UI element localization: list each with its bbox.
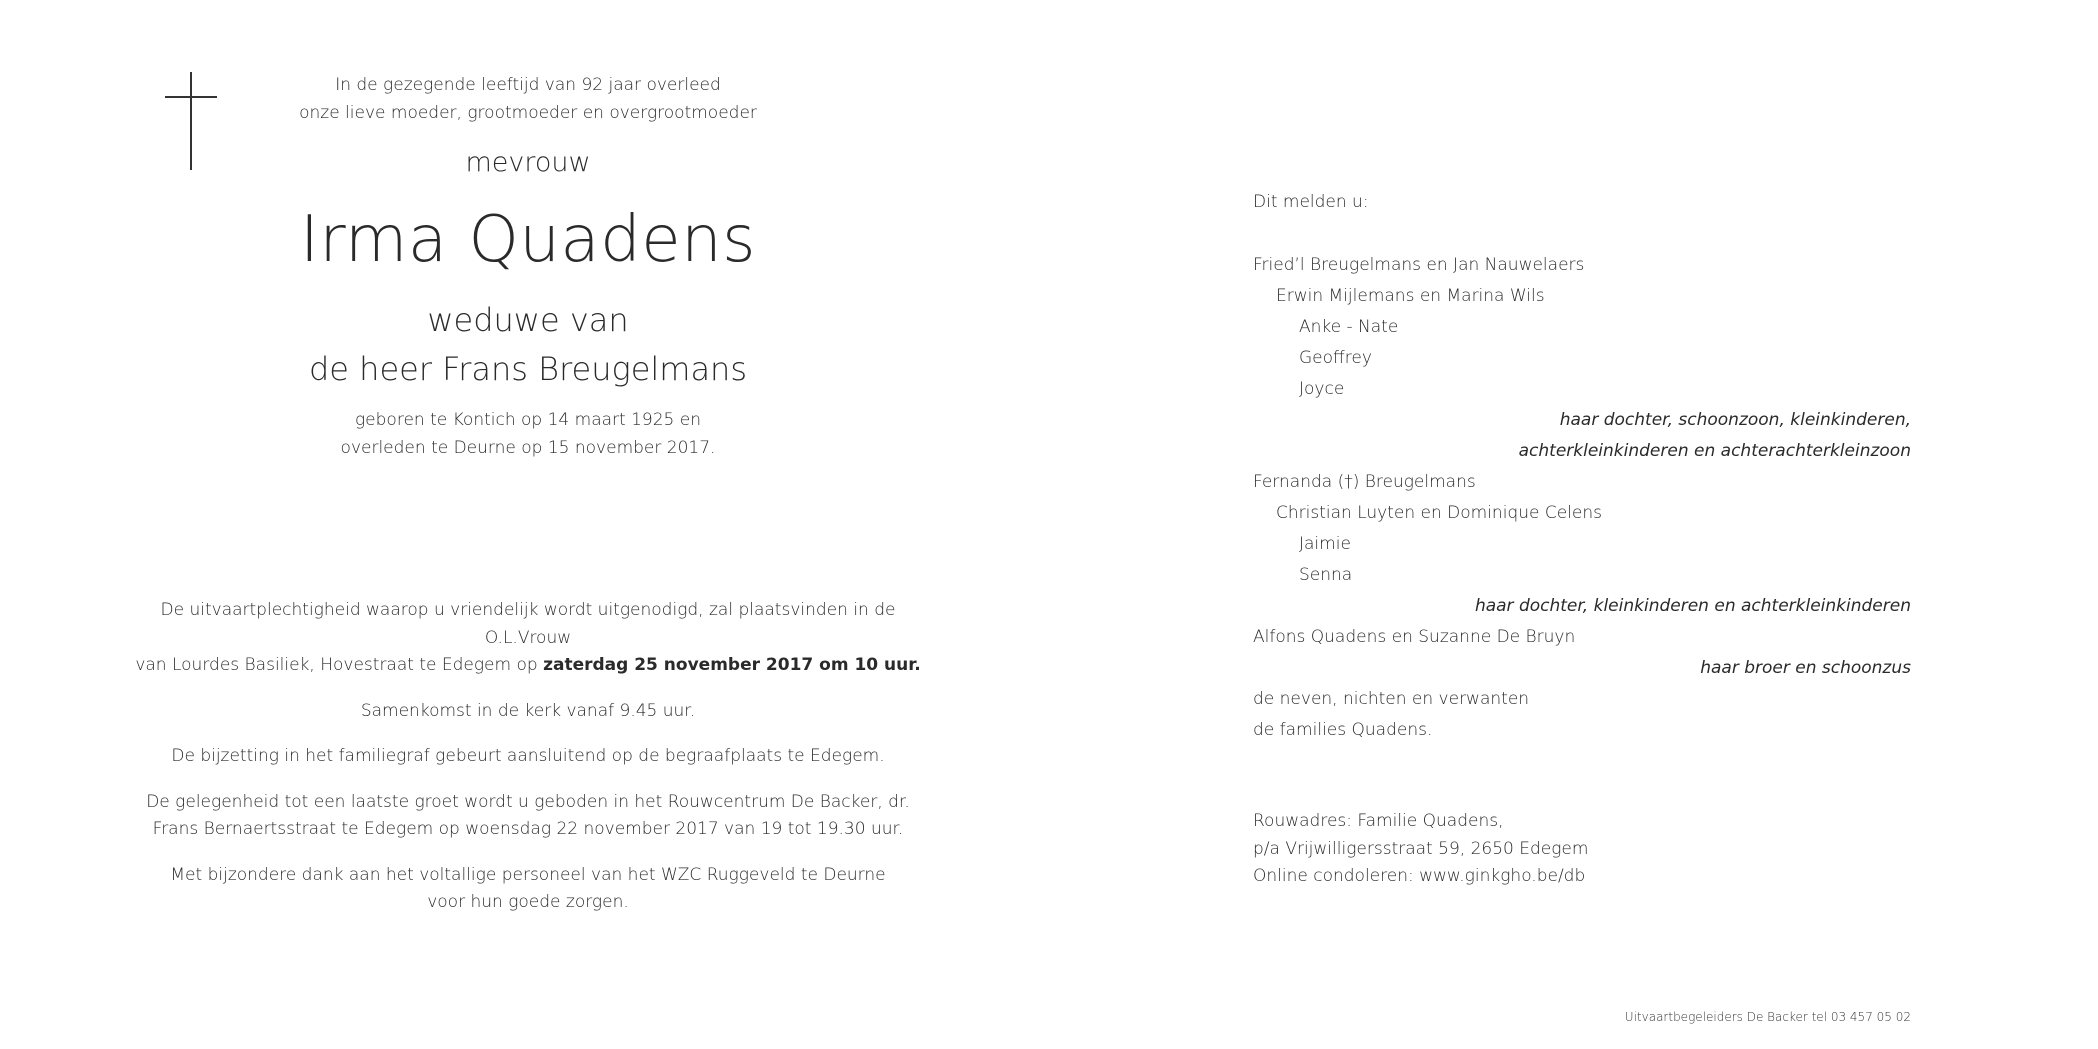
family-member-line: de neven, nichten en verwanten — [1253, 689, 1530, 709]
intro-line-2: onze lieve moeder, grootmoeder en overgrootmoeder — [299, 102, 757, 123]
family-member-line: Geoffrey — [1299, 348, 1372, 368]
widow-line-1: weduwe van — [427, 301, 629, 339]
ceremony-line-2: van Lourdes Basiliek, Hovestraat te Edegem op — [135, 655, 544, 675]
mourning-address — [1253, 808, 1911, 891]
ceremony-date: zaterdag 25 november 2017 om 10 uur. — [543, 655, 921, 675]
farewell-paragraph — [128, 789, 928, 844]
family-member-line: Christian Luyten en Dominique Celens — [1276, 503, 1602, 523]
intro-text — [128, 72, 928, 127]
family-member-line: Senna — [1299, 565, 1353, 585]
farewell-line-2: Frans Bernaertsstraat te Edegem op woensdag 22 november 2017 van 19 tot 19.30 uur. — [152, 819, 904, 839]
thanks-line-2: voor hun goede zorgen. — [427, 892, 629, 912]
widow-of — [128, 296, 928, 394]
family-member-line: Fried’l Breugelmans en Jan Nauwelaers — [1253, 255, 1585, 275]
announce-intro: Dit melden u: — [1253, 192, 1369, 212]
honorific: mevrouw — [465, 147, 591, 178]
ceremony-paragraph — [128, 597, 928, 680]
relationship-line: haar dochter, kleinkinderen en achterkleinkinderen — [1474, 596, 1911, 616]
birth-death-dates — [128, 407, 928, 462]
family-member-line: Anke - Nate — [1299, 317, 1399, 337]
family-list — [1253, 250, 1911, 746]
intro-line-1: In de gezegende leeftijd van 92 jaar overleed — [335, 75, 721, 95]
thanks-line-1: Met bijzondere dank aan het voltallige personeel van het WZC Ruggeveld te Deurne — [170, 864, 886, 885]
family-member-line: de families Quadens. — [1253, 720, 1433, 740]
widow-line-2: de heer Frans Breugelmans — [308, 350, 747, 388]
relationship-line: haar broer en schoonzus — [1700, 658, 1911, 678]
family-member-line: Erwin Mijlemans en Marina Wils — [1276, 286, 1545, 306]
relationship-line: achterkleinkinderen en achterachterkleinzoon — [1518, 441, 1911, 461]
funeral-details — [128, 597, 928, 935]
died-line: overleden te Deurne op 15 november 2017. — [340, 437, 716, 458]
funeral-director-note: Uitvaartbegeleiders De Backer tel 03 457 05 02 — [1624, 1010, 1911, 1024]
family-member-line: Jaimie — [1299, 534, 1351, 554]
farewell-line-1: De gelegenheid tot een laatste groet wordt u geboden in het Rouwcentrum De Backer, dr. — [146, 791, 910, 812]
burial-paragraph: De bijzetting in het familiegraf gebeurt aansluitend op de begraafplaats te Edegem. — [171, 746, 885, 766]
thanks-paragraph — [128, 862, 928, 917]
gathering-paragraph: Samenkomst in de kerk vanaf 9.45 uur. — [360, 700, 696, 721]
ceremony-line-1: De uitvaartplechtigheid waarop u vriendelijk wordt uitgenodigd, zal plaatsvinden in de O.L.Vrouw — [160, 600, 896, 648]
family-member-line: Fernanda (†) Breugelmans — [1253, 472, 1476, 492]
address-line-3: Online condoleren: www.ginkgho.be/db — [1253, 866, 1586, 886]
family-member-line: Joyce — [1299, 379, 1345, 399]
address-line-1: Rouwadres: Familie Quadens, — [1253, 811, 1504, 831]
born-line: geboren te Kontich op 14 maart 1925 en — [354, 410, 701, 430]
deceased-name: Irma Quadens — [299, 203, 757, 277]
relationship-line: haar dochter, schoonzoon, kleinkinderen, — [1559, 410, 1911, 430]
address-line-2: p/a Vrijwilligersstraat 59, 2650 Edegem — [1253, 838, 1589, 859]
family-member-line: Alfons Quadens en Suzanne De Bruyn — [1253, 627, 1576, 647]
